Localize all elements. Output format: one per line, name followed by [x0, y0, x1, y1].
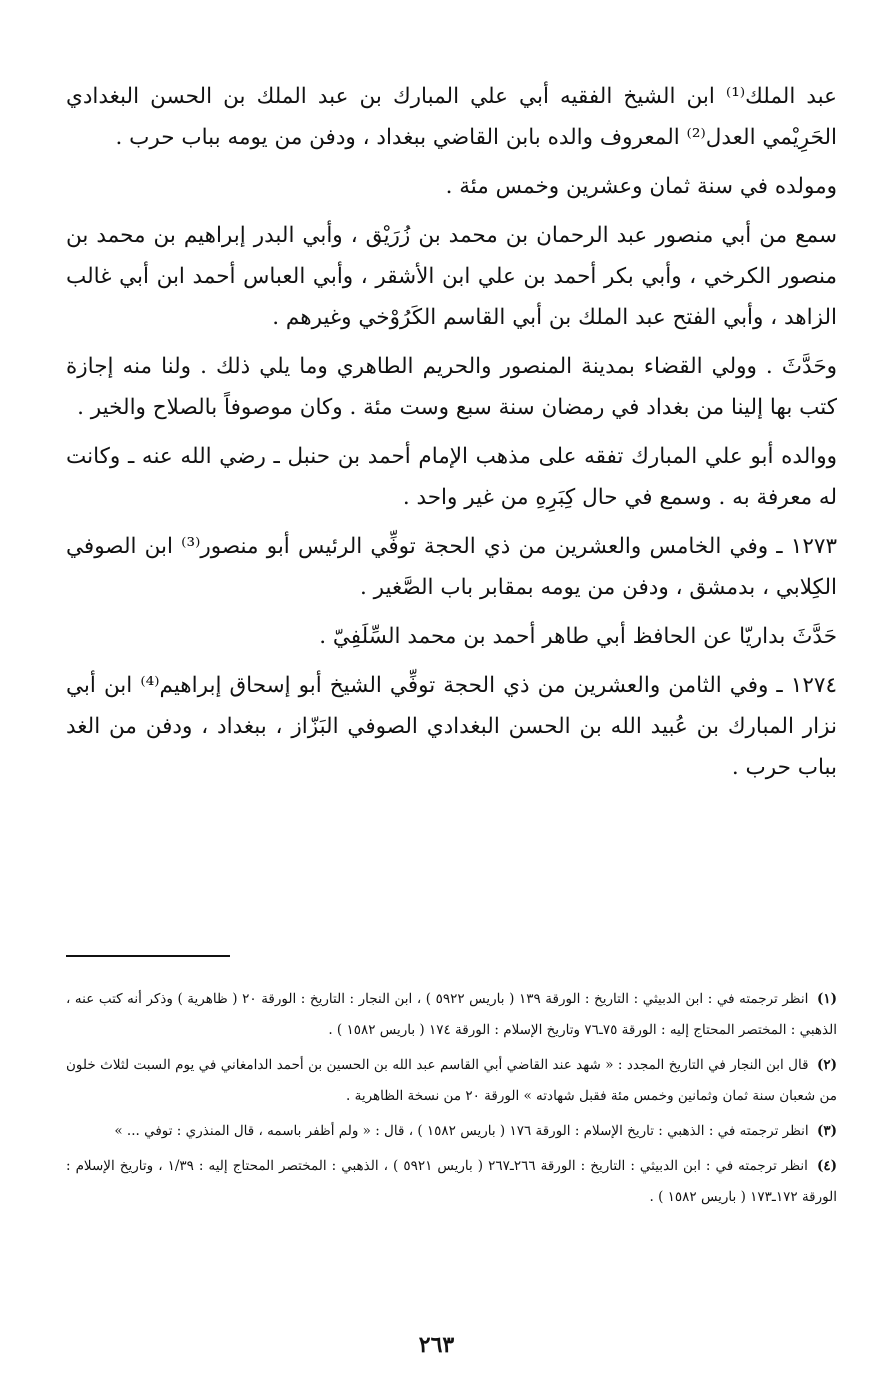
paragraph: سمع من أبي منصور عبد الرحمان بن محمد بن زُرَيْق ، وأبي البدر إبراهيم بن محمد بن منصور الكرخي ، وأبي بكر أحمد بن علي ابن الأشقر ، وأبي العباس أحمد ابن أبي غالب الزاهد ، وأبي الفتح عبد الملك بن أبي القاسم الكَرُوْخي وغيرهم . — [66, 223, 837, 330]
footnote-number: (٣) — [816, 1123, 837, 1139]
main-text — [66, 76, 837, 788]
footnote-text: انظر ترجمته في : ابن الدبيثي : التاريخ : الورقة ٢٦٦ـ٢٦٧ ( باريس ٥٩٢١ ) ، الذهبي : المختصر المحتاج إليه : ١/٣٩ ، وتاريخ الإسلام : الورقة ١٧٢ـ١٧٣ ( باريس ١٥٨٢ ) . — [66, 1158, 837, 1205]
footnote-number: (٤) — [816, 1158, 837, 1174]
footnote — [66, 1116, 837, 1147]
paragraph: ١٢٧٣ ـ وفي الخامس والعشرين من ذي الحجة توفِّي الرئيس أبو منصور⁽³⁾ ابن الصوفي الكِلابي ، بدمشق ، ودفن من يومه بمقابر باب الصَّغير . — [66, 534, 837, 600]
paragraph: ووالده أبو علي المبارك تفقه على مذهب الإمام أحمد بن حنبل ـ رضي الله عنه ـ وكانت له معرفة به . وسمع في حال كِبَرِهِ من غير واحد . — [66, 444, 837, 510]
paragraph: حَدَّثَ بداريّا عن الحافظ أبي طاهر أحمد بن محمد السِّلَفِيّ . — [319, 624, 837, 649]
page-number: ٢٦٣ — [418, 1332, 455, 1358]
footnote — [66, 984, 837, 1046]
footnote-number: (١) — [816, 991, 838, 1007]
paragraph: عبد الملك⁽¹⁾ ابن الشيخ الفقيه أبي علي المبارك بن عبد الملك بن الحسن البغدادي الحَرِيْمي العدل⁽²⁾ المعروف والده بابن القاضي ببغداد ، ودفن من يومه بباب حرب . — [66, 84, 837, 150]
footnote-text: انظر ترجمته في : ابن الدبيثي : التاريخ : الورقة ١٣٩ ( باريس ٥٩٢٢ ) ، ابن النجار : التاريخ : الورقة ٢٠ ( ظاهرية ) وذكر أنه كتب عنه ، الذهبي : المختصر المحتاج إليه : الورقة ٧٥ـ٧٦ وتاريخ الإسلام : الورقة ١٧٤ ( باريس ١٥٨٢ ) . — [66, 991, 837, 1038]
footnote-text: قال ابن النجار في التاريخ المجدد : « شهد عند القاضي أبي القاسم عبد الله بن الحسين بن أحمد الدامغاني في يوم السبت لثلاث خلون من شعبان سنة ثمان وثمانين وخمس مئة فقبل شهادته » الورقة ٢٠ من نسخة الظاهرية . — [66, 1057, 837, 1104]
footnote — [66, 1050, 837, 1112]
paragraph: وحَدَّثَ . وولي القضاء بمدينة المنصور والحريم الطاهري وما يلي ذلك . ولنا منه إجازة كتب بها إلينا من بغداد في رمضان سنة سبع وست مئة . وكان موصوفاً بالصلاح والخير . — [66, 354, 837, 420]
paragraph: ١٢٧٤ ـ وفي الثامن والعشرين من ذي الحجة توفِّي الشيخ أبو إسحاق إبراهيم⁽⁴⁾ ابن أبي نزار المبارك بن عُبيد الله بن الحسن البغدادي الصوفي البَزّاز ، ببغداد ، ودفن من الغد بباب حرب . — [66, 673, 837, 780]
footnote — [66, 1151, 837, 1213]
footnotes — [66, 984, 837, 1217]
footnote-text: انظر ترجمته في : الذهبي : تاريخ الإسلام : الورقة ١٧٦ ( باريس ١٥٨٢ ) ، قال : « ولم أظفر باسمه ، قال المنذري : توفي ... » — [114, 1123, 809, 1139]
footnote-separator — [66, 955, 230, 957]
paragraph: ومولده في سنة ثمان وعشرين وخمس مئة . — [445, 174, 837, 199]
footnote-number: (٢) — [816, 1057, 838, 1073]
